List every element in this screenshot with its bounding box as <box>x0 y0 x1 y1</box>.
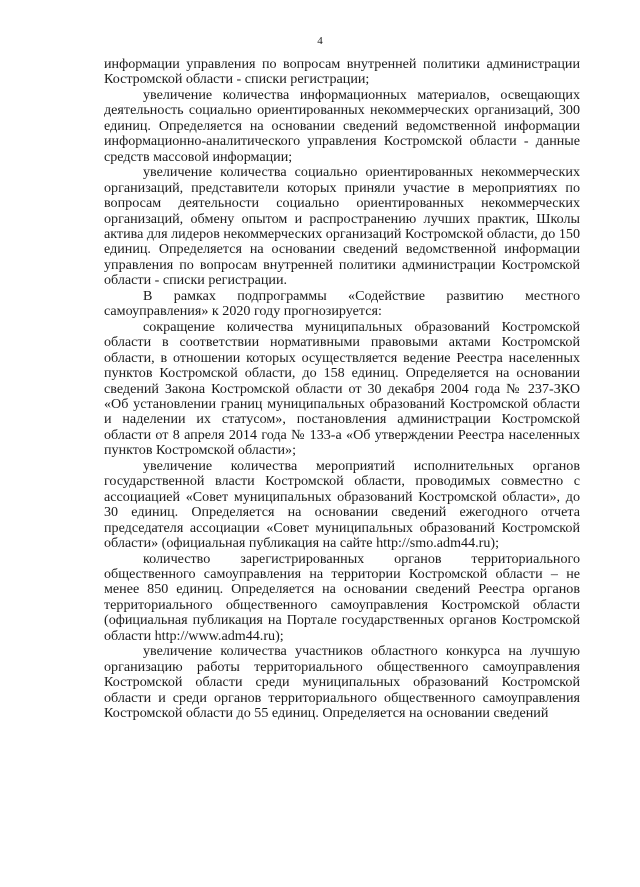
paragraph-info-materials: увеличение количества информационных материалов, освещающих деятельность социально ориентированных некоммерческих организаций, 300 единиц. Определяется на основании сведений ведомственной информации информационно-аналитического управления Костромской области - данные средств массовой информации; <box>104 86 580 165</box>
paragraph-nko-participants: увеличение количества социально ориентированных некоммерческих организаций, представители которых приняли участие в мероприятиях по вопросам деятельности социально ориентированных некоммерческих организаций, обмену опытом и распространению лучших практик, Школы актива для лидеров некоммерческих организаций Костромской области, до 150 единиц. Определяется на основании сведений ведомственной информации управления по вопросам внутренней политики администрации Костромской области - списки регистрации. <box>104 164 580 289</box>
paragraph-continuation: информации управления по вопросам внутренней политики администрации Костромской области - списки регистрации; <box>104 56 580 88</box>
document-body <box>104 57 580 721</box>
paragraph-municipalities-reduction: сокращение количества муниципальных образований Костромской области в соответствии нормативными правовыми актами Костромской области, в отношении которых осуществляется ведение Реестра населенных пунктов Костромской области, до 158 единиц. Определяется на основании сведений Закона Костромской области от 30 декабря 2004 года № 237-ЗКО «Об установлении границ муниципальных образований Костромской области и наделении их статусом», постановления администрации Костромской области от 8 апреля 2014 года № 133-а «Об утверждении Реестра населенных пунктов Костромской области»; <box>104 318 580 459</box>
paragraph-tos-registered: количество зарегистрированных органов территориального общественного самоуправления на территории Костромской области – не менее 850 единиц. Определяется на основании сведений Реестра органов территориального общественного самоуправления Костромской области (официальная публикация на Портале государственных органов Костромской области http://www.adm44.ru); <box>104 550 580 644</box>
page-number: 4 <box>317 35 323 47</box>
paragraph-joint-events: увеличение количества мероприятий исполнительных органов государственной власти Костромской области, проводимых совместно с ассоциацией «Совет муниципальных образований Костромской области», до 30 единиц. Определяется на основании сведений ежегодного отчета председателя ассоциации «Совет муниципальных образований Костромской области» (официальная публикация на сайте http://smo.adm44.ru); <box>104 457 580 552</box>
paragraph-contest-participants: увеличение количества участников областного конкурса на лучшую организацию работы территориального общественного самоуправления Костромской области среди муниципальных образований Костромской области и среди органов территориального общественного самоуправления Костромской области до 55 единиц. Определяется на основании сведений <box>104 643 580 722</box>
paragraph-subprogram-intro: В рамках подпрограммы «Содействие развитию местного самоуправления» к 2020 году прогнозируется: <box>104 287 580 320</box>
